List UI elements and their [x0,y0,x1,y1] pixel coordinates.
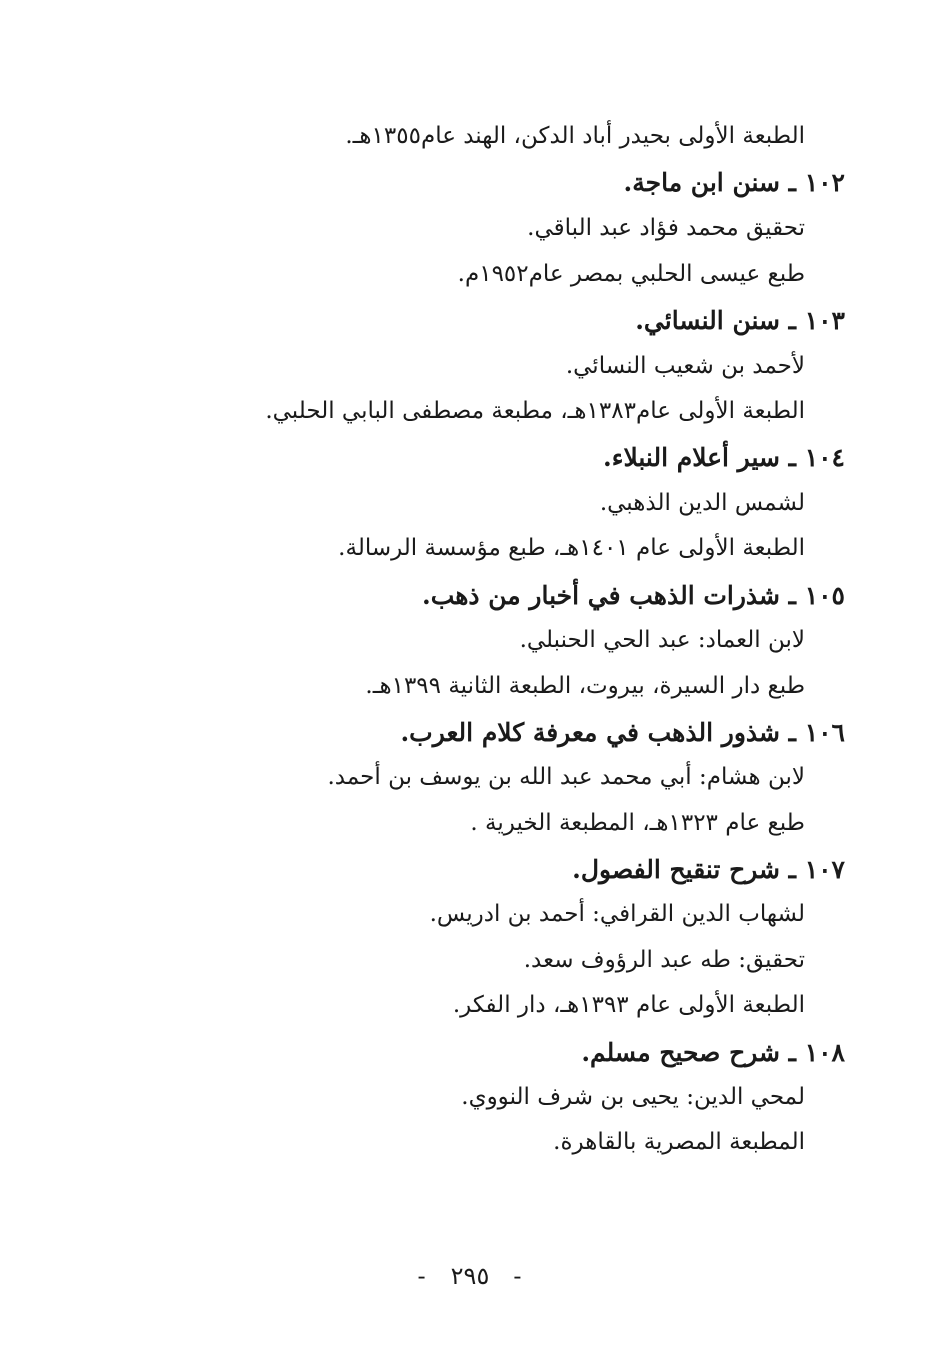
entry-106-author: لابن هشام: أبي محمد عبد الله بن يوسف بن أحمد. [327,764,805,790]
entry-103-author: لأحمد بن شعيب النسائي. [565,353,805,379]
entry-106-title: ١٠٦ ـ شذور الذهب في معرفة كلام العرب. [400,718,845,747]
entry-107-title: ١٠٧ ـ شرح تنقيح الفصول. [572,855,845,884]
entry-105-author: لابن العماد: عبد الحي الحنبلي. [519,627,805,653]
entry-105-edition: طبع دار السيرة، بيروت، الطبعة الثانية ١٣٩٩هـ. [365,673,805,699]
entry-102-edition: طبع عيسى الحلبي بمصر عام١٩٥٢م. [457,261,805,287]
entry-103-title: ١٠٣ ـ سنن النسائي. [635,306,845,335]
entry-104-edition: الطبعة الأولى عام ١٤٠١هـ، طبع مؤسسة الرسالة. [338,535,805,561]
entry-101-edition: الطبعة الأولى بحيدر أباد الدكن، الهند عام١٣٥٥هـ. [345,123,805,149]
entry-102-title: ١٠٢ ـ سنن ابن ماجة. [623,168,845,197]
entry-106-edition: طبع عام ١٣٢٣هـ، المطبعة الخيرية . [470,810,805,836]
entry-105-title: ١٠٥ ـ شذرات الذهب في أخبار من ذهب. [422,581,845,610]
entry-103-edition: الطبعة الأولى عام١٣٨٣هـ، مطبعة مصطفى البابي الحلبي. [265,398,805,424]
entry-108-author: لمحي الدين: يحيى بن شرف النووي. [461,1084,805,1110]
entry-104-title: ١٠٤ ـ سير أعلام النبلاء. [602,443,845,472]
page-number-value: ٢٩٥ [450,1262,490,1290]
page-number-dash-right: - [513,1262,523,1290]
entry-102-editor: تحقيق محمد فؤاد عبد الباقي. [527,215,805,241]
entry-107-author: لشهاب الدين القرافي: أحمد بن ادريس. [429,901,805,927]
entry-107-editor: تحقيق: طه عبد الرؤوف سعد. [523,947,805,973]
entry-108-title: ١٠٨ ـ شرح صحيح مسلم. [581,1038,845,1067]
entry-108-edition: المطبعة المصرية بالقاهرة. [553,1129,805,1155]
page-number-dash-left: - [417,1262,427,1290]
entry-104-author: لشمس الدين الذهبي. [599,490,805,516]
page-number [0,1262,940,1290]
entry-107-edition: الطبعة الأولى عام ١٣٩٣هـ، دار الفكر. [452,992,805,1018]
